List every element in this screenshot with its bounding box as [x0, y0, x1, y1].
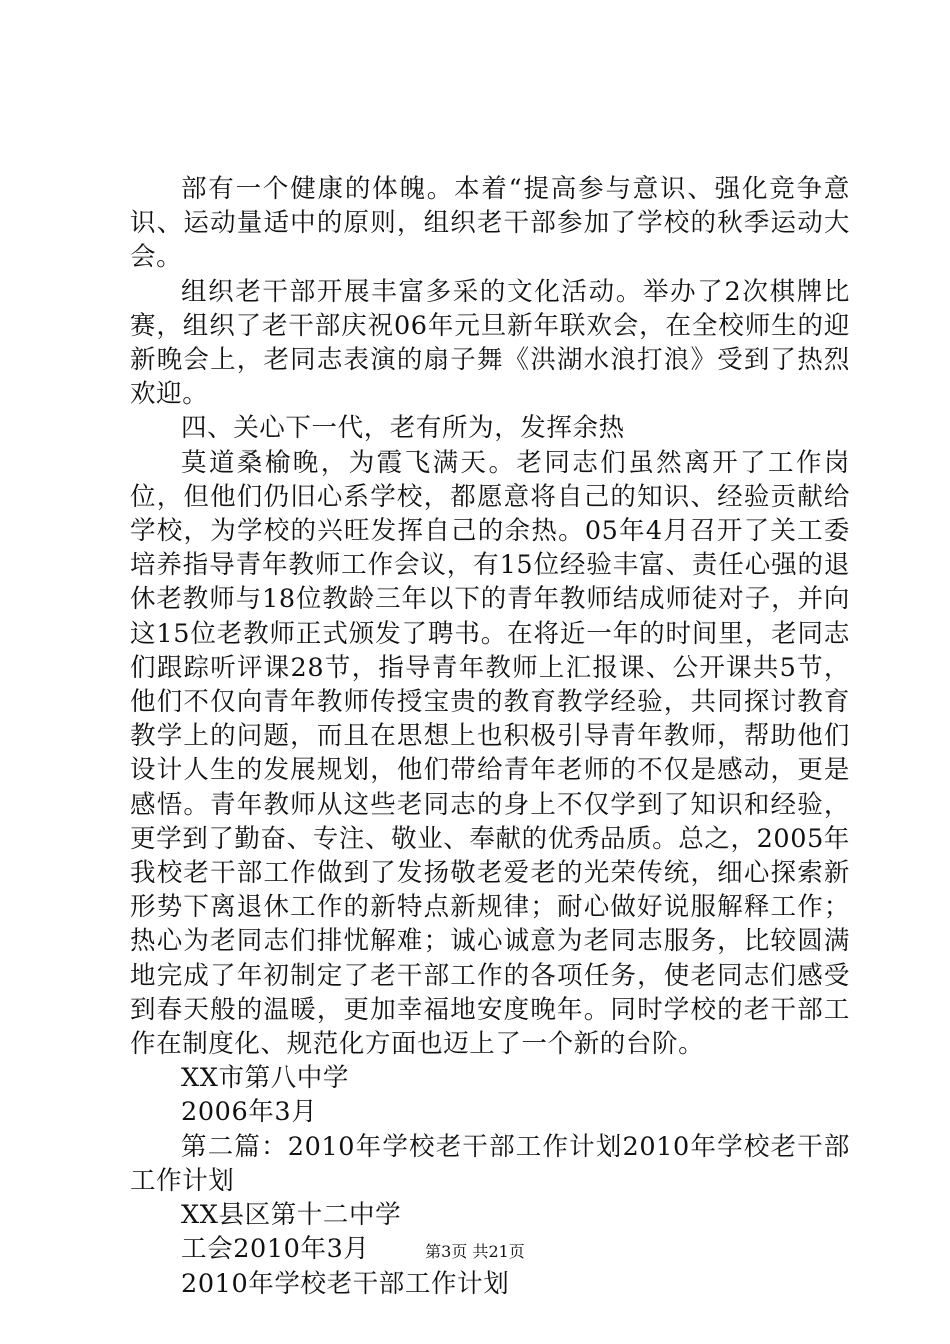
second-article-title: 第二篇：2010年学校老干部工作计划2010年学校老干部工作计划 — [130, 1131, 850, 1196]
section-heading-four: 四、关心下一代，老有所为，发挥余热 — [181, 413, 625, 444]
second-article-union-date: 工会2010年3月 — [181, 1234, 370, 1265]
paragraph-cultural-activities: 组织老干部开展丰富多采的文化活动。举办了2次棋牌比赛，组织了老干部庆祝06年元旦新年联欢会，在全校师生的迎新晚会上，老同志表演的扇子舞《洪湖水浪打浪》受到了热烈欢迎。 — [130, 276, 850, 410]
document-body — [130, 172, 850, 1301]
page-number-footer: 第3页 共21页 — [425, 1242, 525, 1261]
paragraph-sports-meet: 部有一个健康的体魄。本着“提高参与意识、强化竞争意识、运动量适中的原则，组织老干部参加了学校的秋季运动大会。 — [130, 174, 850, 273]
second-article-subtitle: 2010年学校老干部工作计划 — [181, 1268, 510, 1299]
second-article-school: XX县区第十二中学 — [181, 1200, 402, 1231]
signature-date: 2006年3月 — [181, 1097, 318, 1128]
signature-school: XX市第八中学 — [181, 1063, 350, 1094]
paragraph-mentoring: 莫道桑榆晚，为霞飞满天。老同志们虽然离开了工作岗位，但他们仍旧心系学校，都愿意将自己的知识、经验贡献给学校，为学校的兴旺发挥自己的余热。05年4月召开了关工委培养指导青年教师工作会议，有15位经验丰富、责任心强的退休老教师与18位教龄三年以下的青年教师结成师徒对子，并向这15位老教师正式颁发了聘书。在将近一年的时间里，老同志们跟踪听评课28节，指导青年教师上汇报课、公开课共5节，他们不仅向青年教师传授宝贵的教育教学经验，共同探讨教育教学上的问题，而且在思想上也积极引导青年教师，帮助他们设计人生的发展规划，他们带给青年老师的不仅是感动，更是感悟。青年教师从这些老同志的身上不仅学到了知识和经验，更学到了勤奋、专注、敬业、奉献的优秀品质。总之，2005年我校老干部工作做到了发扬敬老爱老的光荣传统，细心探索新形势下离退休工作的新特点新规律；耐心做好说服解释工作；热心为老同志们排忧解难；诚心诚意为老同志服务，比较圆满地完成了年初制定了老干部工作的各项任务，使老同志们感受到春天般的温暖，更加幸福地安度晚年。同时学校的老干部工作在制度化、规范化方面也迈上了一个新的台阶。 — [130, 447, 850, 1060]
